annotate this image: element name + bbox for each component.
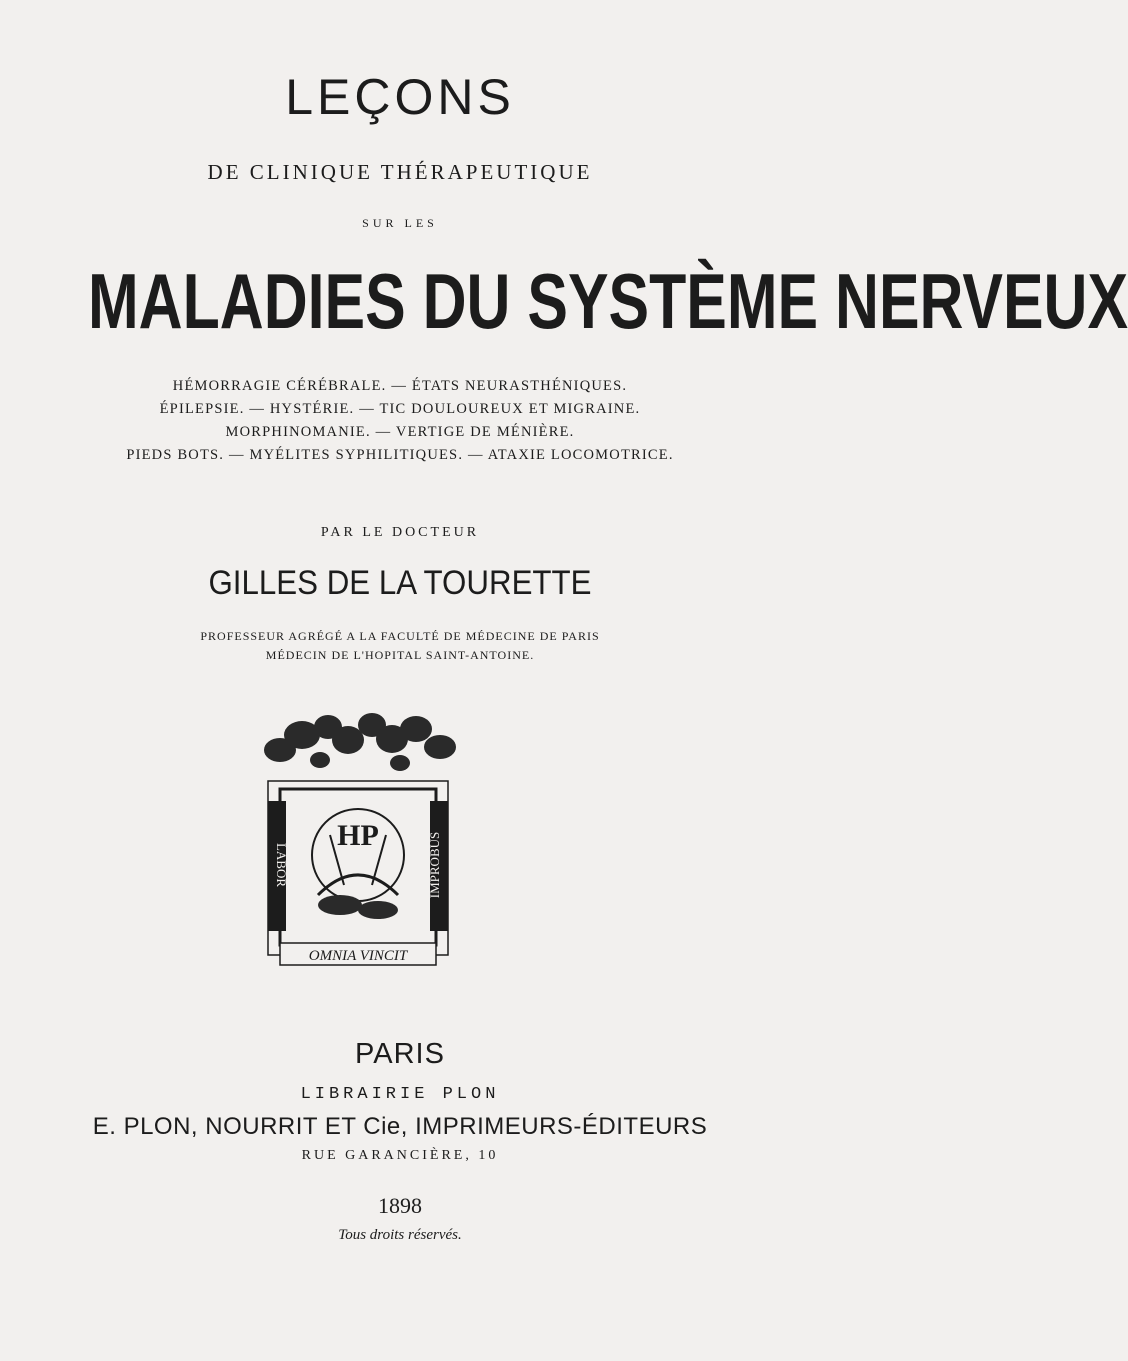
publisher-emblem xyxy=(240,705,476,975)
sur-les-label: SUR LES xyxy=(362,216,438,230)
publisher-names: E. PLON, NOURRIT ET Cie, IMPRIMEURS-ÉDITEURS xyxy=(92,1113,708,1140)
book-subtitle: DE CLINIQUE THÉRAPEUTIQUE xyxy=(207,160,593,184)
publication-year: 1898 xyxy=(378,1193,422,1218)
book-title-lecons: LEÇONS xyxy=(285,69,515,125)
topic-line: MORPHINOMANIE. — VERTIGE DE MÉNIÈRE. xyxy=(225,424,575,440)
publisher-city: PARIS xyxy=(355,1038,445,1070)
topic-line: ÉPILEPSIE. — HYSTÉRIE. — TIC DOULOUREUX ET MIGRAINE. xyxy=(159,401,641,417)
credential-line: MÉDECIN DE L'HOPITAL SAINT-ANTOINE. xyxy=(265,648,535,662)
rights-notice: Tous droits réservés. xyxy=(338,1227,462,1243)
emblem-left-motto: LABOR xyxy=(274,842,289,888)
publisher-house: LIBRAIRIE PLON xyxy=(300,1085,500,1104)
emblem-right-motto: IMPROBUS xyxy=(427,831,442,899)
emblem-bottom-motto: OMNIA VINCIT xyxy=(308,948,408,964)
foliage-ornament xyxy=(264,713,456,771)
author-by-line: PAR LE DOCTEUR xyxy=(320,525,480,540)
topic-line: HÉMORRAGIE CÉRÉBRALE. — ÉTATS NEURASTHÉNIQUES. xyxy=(172,378,628,394)
publisher-address: RUE GARANCIÈRE, 10 xyxy=(301,1148,499,1163)
author-name: GILLES DE LA TOURETTE xyxy=(208,564,592,602)
topic-line: PIEDS BOTS. — MYÉLITES SYPHILITIQUES. — ATAXIE LOCOMOTRICE. xyxy=(126,447,674,463)
emblem-monogram: HP xyxy=(337,819,379,852)
main-title: MALADIES DU SYSTÈME NERVEUX xyxy=(88,257,1128,345)
author-credentials xyxy=(0,627,800,665)
credential-line: PROFESSEUR AGRÉGÉ A LA FACULTÉ DE MÉDECINE DE PARIS xyxy=(200,629,600,643)
topics-list xyxy=(0,375,800,467)
